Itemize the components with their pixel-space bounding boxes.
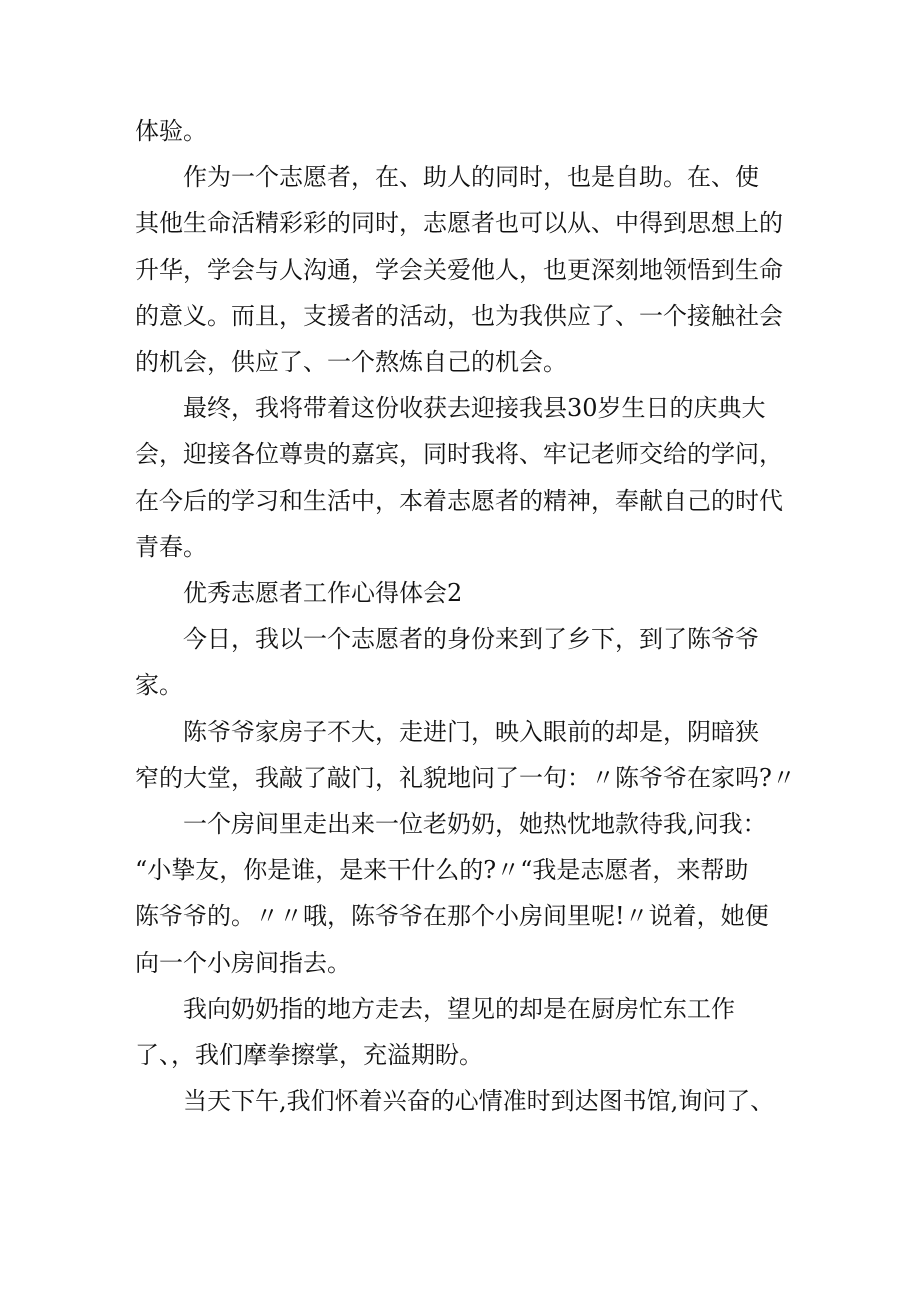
text-line: 家。 (135, 671, 183, 700)
text-line: 的机会，供应了、一个熬炼自己的机会。 (135, 348, 567, 377)
text-line: 窄的大堂，我敲了敲门，礼貌地问了一句：〃陈爷爷在家吗?〃 (135, 763, 796, 792)
text-line: 其他生命活精彩彩的同时，志愿者也可以从、中得到思想上的 (135, 209, 783, 238)
text-line: 今日，我以一个志愿者的身份来到了乡下，到了陈爷爷 (183, 625, 759, 654)
text-line: 升华，学会与人沟通，学会关爱他人，也更深刻地领悟到生命 (135, 255, 783, 284)
text-line: “小挚友，你是谁，是来干什么的?〃“我是志愿者，来帮助 (135, 856, 749, 885)
text-line: 的意义。而且，支援者的活动，也为我供应了、一个接触社会 (135, 301, 783, 330)
text-line: 作为一个志愿者，在、助人的同时，也是自助。在、使 (183, 163, 759, 192)
text-line: 体验。 (135, 117, 207, 145)
paragraph-2 (135, 385, 795, 570)
document-body (135, 108, 795, 1124)
text-line: 一个房间里走出来一位老奶奶，她热忱地款待我,问我： (183, 810, 767, 839)
text-line: 当天下午,我们怀着兴奋的心情准时到达图书馆,询问了、 (183, 1087, 775, 1116)
text-line: 陈爷爷家房子不大，走进门，映入眼前的却是，阴暗狭 (183, 717, 759, 746)
paragraph-1 (135, 154, 795, 385)
text-line: 在今后的学习和生活中，本着志愿者的精神，奉献自己的时代 (135, 486, 783, 515)
text-line: 我向奶奶指的地方走去，望见的却是在厨房忙东工作 (183, 994, 735, 1023)
text-line: 了、，我们摩拳擦掌，充溢期盼。 (135, 1041, 483, 1070)
paragraph-8 (135, 1078, 795, 1124)
text-line: 最终，我将带着这份收获去迎接我县30岁生日的庆典大 (183, 394, 766, 423)
paragraph-6 (135, 801, 795, 986)
paragraph-0 (135, 108, 795, 154)
text-line: 向一个小房间指去。 (135, 948, 351, 977)
text-line: 青春。 (135, 532, 207, 561)
paragraph-5 (135, 709, 795, 801)
text-line: 陈爷爷的。〃〃哦，陈爷爷在那个小房间里呢!〃说着，她便 (135, 902, 769, 931)
heading-line: 优秀志愿者工作心得体会2 (183, 579, 463, 608)
text-line: 会，迎接各位尊贵的嘉宾，同时我将、牢记老师交给的学问， (135, 440, 783, 469)
paragraph-7 (135, 986, 795, 1078)
paragraph-4 (135, 616, 795, 708)
section-heading (135, 570, 795, 616)
